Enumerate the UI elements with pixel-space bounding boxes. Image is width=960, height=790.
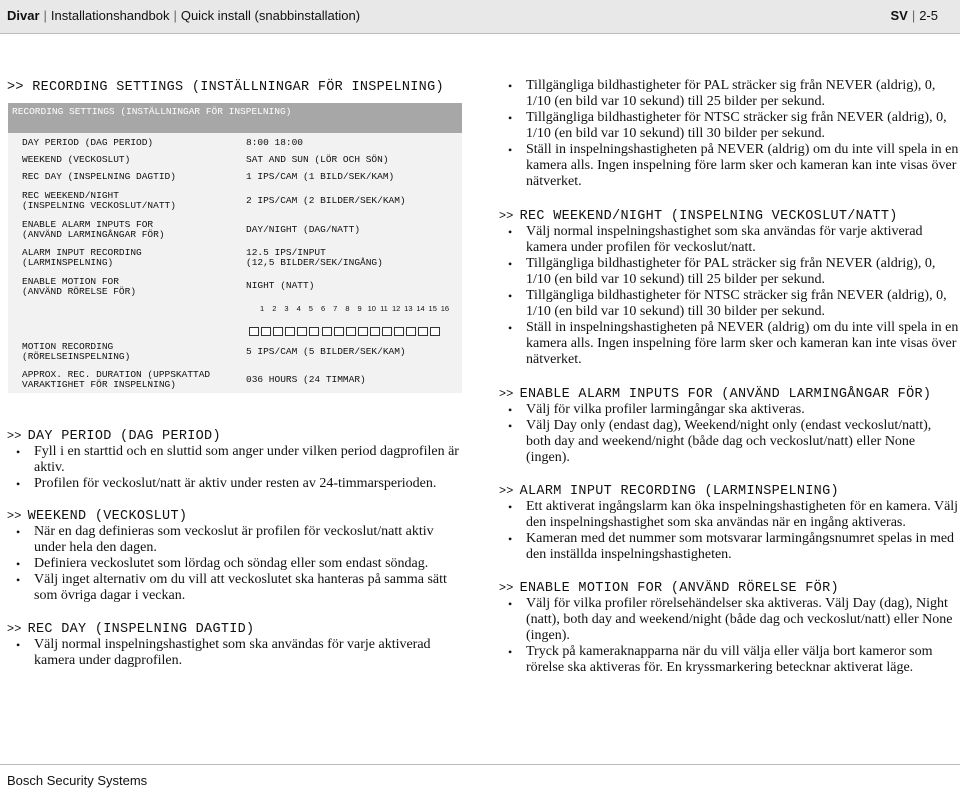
rec-day-list — [7, 637, 462, 669]
enable-alarm-heading: >> ENABLE ALARM INPUTS FOR (ANVÄND LARMINGÅNGAR FÖR) — [499, 386, 932, 402]
camera-number: 15 — [428, 304, 437, 313]
list-item: • När en dag definieras som veckoslut är profilen för veckoslut/natt aktiv under hela den dagen. — [7, 524, 462, 556]
rec-weekend-title: REC WEEKEND/NIGHT (INSPELNING VECKOSLUT/NATT) — [519, 209, 898, 224]
camera-checkbox[interactable] — [273, 327, 283, 336]
row-label-motion-rec: MOTION RECORDING (RÖRELSEINSPELNING) — [22, 341, 131, 362]
enable-alarm-title: ENABLE ALARM INPUTS FOR (ANVÄND LARMINGÅNGAR FÖR) — [519, 387, 932, 402]
enable-alarm-list — [499, 402, 959, 466]
row-label-rec-weekend: REC WEEKEND/NIGHT (INSPELNING VECKOSLUT/NATT) — [22, 190, 176, 211]
camera-checkbox[interactable] — [261, 327, 271, 336]
list-item: • Välj inget alternativ om du vill att veckoslutet ska hanteras på samma sätt som övriga dagar i veckan. — [7, 572, 462, 604]
row-value-enable-motion: NIGHT (NATT) — [246, 280, 315, 291]
camera-number-row — [256, 304, 451, 313]
list-item: • Välj Day only (endast dag), Weekend/night only (endast veckoslut/natt), both day and weekend/night (både dag och veckoslut/natt) eller None (ingen). — [499, 418, 959, 466]
day-period-title: DAY PERIOD (DAG PERIOD) — [27, 429, 221, 444]
table-title: RECORDING SETTINGS (INSTÄLLNINGAR FÖR INSPELNING) — [8, 103, 462, 133]
list-item: • Ställ in inspelningshastigheten på NEVER (aldrig) om du inte vill spela in en kamera alls. Ingen inspelning före larm sker och kameran kan inte visas över nätverket. — [499, 142, 959, 190]
camera-number: 10 — [367, 304, 376, 313]
camera-number: 6 — [320, 304, 326, 313]
row-value-rec-day: 1 IPS/CAM (1 BILD/SEK/KAM) — [246, 171, 395, 182]
camera-number: 4 — [296, 304, 301, 313]
rec-weekend-list — [499, 224, 959, 368]
weekend-title: WEEKEND (VECKOSLUT) — [27, 509, 188, 524]
list-item: • Fyll i en starttid och en sluttid som anger under vilken period dagprofilen är aktiv. — [7, 444, 462, 476]
list-item: • Profilen för veckoslut/natt är aktiv under resten av 24-timmarsperioden. — [7, 476, 462, 492]
list-item: • Välj för vilka profiler larmingångar ska aktiveras. — [499, 402, 959, 418]
list-item: • Definiera veckoslutet som lördag och söndag eller som endast söndag. — [7, 556, 462, 572]
brand: Divar — [7, 8, 40, 23]
rec-day-heading: >> REC DAY (INSPELNING DAGTID) — [7, 621, 255, 637]
list-item: • Ett aktiverat ingångslarm kan öka inspelningshastigheten för en kamera. Välj den inspelningshastighet som ska användas när en ingång aktiveras. — [499, 499, 959, 531]
enable-motion-title: ENABLE MOTION FOR (ANVÄND RÖRELSE FÖR) — [519, 581, 839, 596]
doc-title: Installationshandbok — [50, 8, 170, 23]
page-footer — [0, 764, 960, 790]
camera-number: 12 — [391, 304, 401, 313]
row-value-approx-duration: 036 HOURS (24 TIMMAR) — [246, 374, 366, 385]
row-label-enable-motion: ENABLE MOTION FOR (ANVÄND RÖRELSE FÖR) — [22, 276, 137, 297]
camera-number: 11 — [380, 304, 388, 313]
camera-number: 13 — [404, 304, 413, 313]
alarm-input-rec-heading: >> ALARM INPUT RECORDING (LARMINSPELNING) — [499, 483, 839, 499]
row-value-weekend: SAT AND SUN (LÖR OCH SÖN) — [246, 154, 389, 165]
company-name: Bosch Security Systems — [7, 773, 148, 788]
page-number: SV | 2-5 — [890, 8, 938, 23]
alarm-input-rec-title: ALARM INPUT RECORDING (LARMINSPELNING) — [519, 484, 839, 499]
camera-checkbox[interactable] — [406, 327, 416, 336]
camera-checkbox[interactable] — [430, 327, 440, 336]
list-item: • Tillgängliga bildhastigheter för PAL sträcker sig från NEVER (aldrig), 0, 1/10 (en bild var 10 sekund) till 25 bilder per sekund. — [499, 256, 959, 288]
row-label-weekend: WEEKEND (VECKOSLUT) — [22, 154, 131, 165]
camera-number: 1 — [260, 304, 265, 313]
section-title: Quick install (snabbinstallation) — [180, 8, 361, 23]
recording-settings-heading: >> RECORDING SETTINGS (INSTÄLLNINGAR FÖR INSPELNING) — [7, 80, 444, 95]
weekend-heading: >> WEEKEND (VECKOSLUT) — [7, 508, 188, 524]
row-label-day-period: DAY PERIOD (DAG PERIOD) — [22, 137, 154, 148]
list-item: • Ställ in inspelningshastigheten på NEVER (aldrig) om du inte vill spela in en kamera alls. Ingen inspelning före larm sker och kameran kan inte visas över nätverket. — [499, 320, 959, 368]
row-value-rec-weekend: 2 IPS/CAM (2 BILDER/SEK/KAM) — [246, 195, 406, 206]
row-label-rec-day: REC DAY (INSPELNING DAGTID) — [22, 171, 176, 182]
page-label: 2-5 — [919, 8, 938, 23]
day-period-heading: >> DAY PERIOD (DAG PERIOD) — [7, 428, 221, 444]
camera-checkbox[interactable] — [382, 327, 392, 336]
camera-number: 5 — [308, 304, 313, 313]
list-item: • Tryck på kameraknapparna när du vill välja eller välja bort kameror som rörelse ska aktiveras för. En kryssmarkering betecknar aktiverat läge. — [499, 644, 959, 676]
day-period-list — [7, 444, 462, 492]
rec-day-cont-list — [499, 78, 959, 190]
camera-checkbox[interactable] — [394, 327, 404, 336]
header-title: Divar | Installationshandbok | Quick install (snabbinstallation) — [7, 8, 361, 23]
camera-checkbox[interactable] — [418, 327, 428, 336]
camera-checkbox-row — [249, 323, 443, 341]
row-value-alarm-input-rec: 12.5 IPS/INPUT (12,5 BILDER/SEK/INGÅNG) — [246, 247, 383, 268]
camera-number: 14 — [416, 304, 425, 313]
list-item: • Tillgängliga bildhastigheter för NTSC sträcker sig från NEVER (aldrig), 0, 1/10 (en bild var 10 sekund) till 30 bilder per sekund. — [499, 110, 959, 142]
weekend-list — [7, 524, 462, 604]
enable-motion-heading: >> ENABLE MOTION FOR (ANVÄND RÖRELSE FÖR) — [499, 580, 839, 596]
row-value-day-period: 8:00 18:00 — [246, 137, 304, 148]
camera-checkbox[interactable] — [297, 327, 307, 336]
list-item: • Välj normal inspelningshastighet som ska användas för varje aktiverad kamera under profilen för veckoslut/natt. — [499, 224, 959, 256]
camera-checkbox[interactable] — [309, 327, 319, 336]
list-item: • Kameran med det nummer som motsvarar larmingångsnumret spelas in med den inställda inspelningshastigheten. — [499, 531, 959, 563]
camera-checkbox[interactable] — [370, 327, 380, 336]
camera-checkbox[interactable] — [249, 327, 259, 336]
row-label-alarm-input-rec: ALARM INPUT RECORDING (LARMINSPELNING) — [22, 247, 142, 268]
language-code: SV — [890, 8, 908, 23]
camera-checkbox[interactable] — [285, 327, 295, 336]
camera-checkbox[interactable] — [358, 327, 368, 336]
recording-settings-table — [8, 103, 462, 393]
list-item: • Välj för vilka profiler rörelsehändelser ska aktiveras. Välj Day (dag), Night (natt), both day and weekend/night (både dag och veckoslut/natt) eller None (ingen). — [499, 596, 959, 644]
rec-weekend-heading: >> REC WEEKEND/NIGHT (INSPELNING VECKOSLUT/NATT) — [499, 208, 898, 224]
camera-checkbox[interactable] — [334, 327, 344, 336]
camera-number: 7 — [333, 304, 338, 313]
list-item: • Välj normal inspelningshastighet som ska användas för varje aktiverad kamera under dagprofilen. — [7, 637, 462, 669]
camera-number: 9 — [357, 304, 362, 313]
row-value-motion-rec: 5 IPS/CAM (5 BILDER/SEK/KAM) — [246, 346, 406, 357]
list-item: • Tillgängliga bildhastigheter för NTSC sträcker sig från NEVER (aldrig), 0, 1/10 (en bild var 10 sekund) till 30 bilder per sekund. — [499, 288, 959, 320]
page-header — [0, 0, 960, 34]
row-label-approx-duration: APPROX. REC. DURATION (UPPSKATTAD VARAKTIGHET FÖR INSPELNING) — [22, 369, 211, 390]
camera-checkbox[interactable] — [346, 327, 356, 336]
camera-number: 3 — [284, 304, 289, 313]
row-label-enable-alarm: ENABLE ALARM INPUTS FOR (ANVÄND LARMINGÅNGAR FÖR) — [22, 219, 165, 240]
rec-day-title: REC DAY (INSPELNING DAGTID) — [27, 622, 255, 637]
alarm-input-rec-list — [499, 499, 959, 563]
row-value-enable-alarm: DAY/NIGHT (DAG/NATT) — [246, 224, 361, 235]
enable-motion-list — [499, 596, 959, 676]
camera-number: 16 — [440, 304, 450, 313]
camera-checkbox[interactable] — [322, 327, 332, 336]
camera-number: 2 — [272, 304, 277, 313]
camera-number: 8 — [345, 304, 350, 313]
list-item: • Tillgängliga bildhastigheter för PAL sträcker sig från NEVER (aldrig), 0, 1/10 (en bild var 10 sekund) till 25 bilder per sekund. — [499, 78, 959, 110]
